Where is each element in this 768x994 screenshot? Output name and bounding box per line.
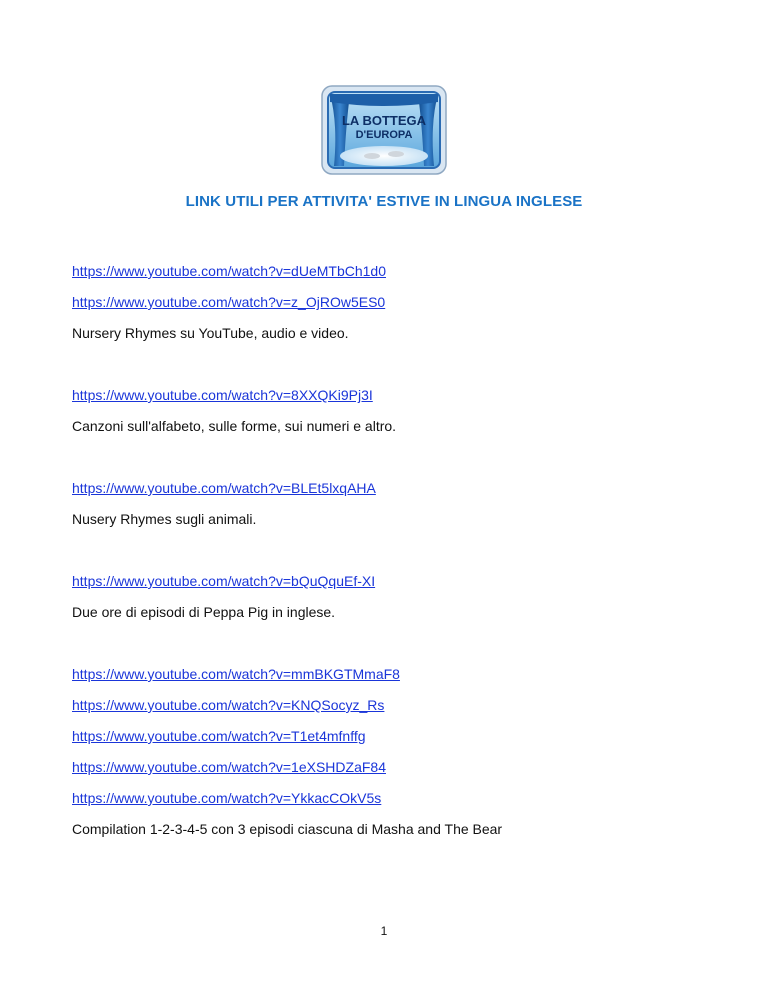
youtube-link[interactable]: https://www.youtube.com/watch?v=YkkacCOkV5s [72, 790, 382, 806]
youtube-link[interactable]: https://www.youtube.com/watch?v=KNQSocyz_Rs [72, 697, 385, 713]
la-bottega-deuropa-logo [320, 84, 448, 176]
youtube-link[interactable]: https://www.youtube.com/watch?v=BLEt5lxqAHA [72, 480, 376, 496]
youtube-link[interactable]: https://www.youtube.com/watch?v=z_OjROw5ES0 [72, 294, 386, 310]
link-description: Nursery Rhymes su YouTube, audio e video. [72, 325, 349, 341]
youtube-link[interactable]: https://www.youtube.com/watch?v=dUeMTbCh1d0 [72, 263, 386, 279]
logo-line2: D'EUROPA [355, 129, 413, 141]
youtube-link[interactable]: https://www.youtube.com/watch?v=T1et4mfnffg [72, 728, 366, 744]
youtube-link[interactable]: https://www.youtube.com/watch?v=8XXQKi9Pj3I [72, 387, 373, 403]
page-title: LINK UTILI PER ATTIVITA' ESTIVE IN LINGUA INGLESE [185, 193, 583, 210]
youtube-link[interactable]: https://www.youtube.com/watch?v=bQuQquEf-XI [72, 573, 376, 589]
youtube-link[interactable]: https://www.youtube.com/watch?v=mmBKGTMmaF8 [72, 666, 400, 682]
youtube-link[interactable]: https://www.youtube.com/watch?v=1eXSHDZaF84 [72, 759, 386, 775]
link-description: Nusery Rhymes sugli animali. [72, 511, 257, 527]
logo-line1: LA BOTTEGA [341, 113, 427, 128]
link-description: Compilation 1-2-3-4-5 con 3 episodi ciascuna di Masha and The Bear [72, 821, 503, 837]
link-description: Due ore di episodi di Peppa Pig in inglese. [72, 604, 336, 620]
page-number: 1 [380, 924, 388, 938]
link-description: Canzoni sull'alfabeto, sulle forme, sui numeri e altro. [72, 418, 397, 434]
